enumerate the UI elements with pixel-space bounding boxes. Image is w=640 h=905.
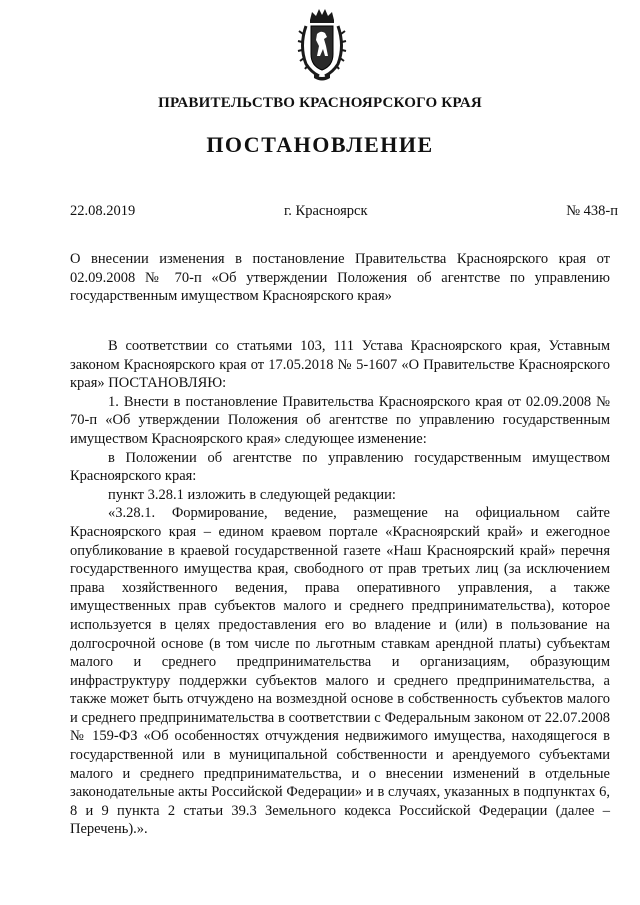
- krasnoyarsk-coat-of-arms-icon: [297, 4, 347, 84]
- document-date: 22.08.2019: [70, 203, 136, 219]
- document-meta: [70, 203, 618, 221]
- body-paragraph: «3.28.1. Формирование, ведение, размещение на официальном сайте Красноярского края – едином краевом портале «Красноярский край» и ежегодное опубликование в краевой государственной газете «Наш Красноярский край» перечня государственного имущества края, свободного от прав третьих лиц (за исключением права хозяйственного ведения, права оперативного управления, а также имущественных прав субъектов малого и среднего предпринимательства), которое используется в целях предоставления его во владение и (или) в пользование на долгосрочной основе (в том числе по льготным ставкам арендной платы) субъектам малого и среднего предпринимательства и организациям, образующим инфраструктуру поддержки субъектов малого и среднего предпринимательства, а также может быть отчуждено на возмездной основе в собственность субъектов малого и среднего предпринимательства в соответствии с Федеральным законом от 22.07.2008 № 159-ФЗ «Об особенностях отчуждения недвижимого имущества, находящегося в государственной или в муниципальной собственности и арендуемого субъектами малого и среднего предпринимательства, и о внесении изменений в отдельные законодательные акты Российской Федерации» и в случаях, указанных в подпунктах 6, 8 и 9 пункта 2 статьи 39.3 Земельного кодекса Российской Федерации (далее – Перечень).».: [70, 505, 610, 838]
- body-paragraph: 1. Внести в постановление Правительства Красноярского края от 02.09.2008 № 70-п «Об утверждении Положения об агентстве по управлению государственным имуществом Красноярского края» следующее изменение:: [70, 393, 610, 447]
- body-paragraph: в Положении об агентстве по управлению государственным имуществом Красноярского края:: [70, 449, 610, 485]
- document-city: г. Красноярск: [284, 203, 368, 219]
- document-subject: О внесении изменения в постановление Правительства Красноярского края от 02.09.2008 № 70-п «Об утверждении Положения об агентстве по управлению государственным имуществом Красноярского края»: [70, 251, 610, 304]
- document-body: [70, 337, 610, 839]
- document-type-title: ПОСТАНОВЛЕНИЕ: [206, 132, 434, 157]
- document-number: № 438-п: [566, 203, 618, 219]
- body-paragraph: пункт 3.28.1 изложить в следующей редакции:: [108, 486, 396, 503]
- body-paragraph: В соответствии со статьями 103, 111 Устава Красноярского края, Уставным законом Красноярского края от 17.05.2018 № 5-1607 «О Правительстве Красноярского края» ПОСТАНОВЛЯЮ:: [70, 338, 610, 392]
- organization-title: ПРАВИТЕЛЬСТВО КРАСНОЯРСКОГО КРАЯ: [158, 95, 482, 111]
